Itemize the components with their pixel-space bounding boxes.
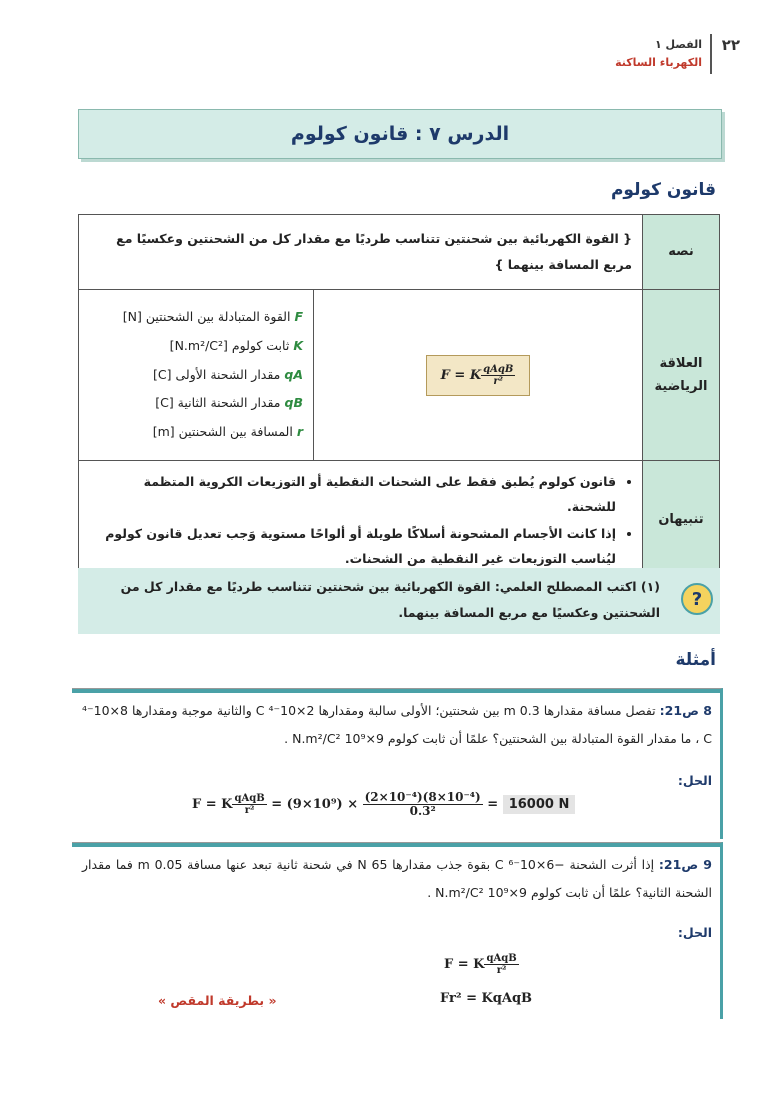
svg-text:?: ? <box>691 589 703 610</box>
example-2-text: 9 ص21: إذا أثرت الشحنة −6×10⁻⁶ C بقوة جذب مقدارها 65 N في شحنة ثانية تبعد عنها مسافة 0.05 m فما مقدار الشحنة الثانية؟ علمًا أن ثابت كولوم 9×10⁹ N.m²/C² . <box>82 857 712 900</box>
lesson-title-box <box>78 109 722 159</box>
example-1 <box>72 688 723 839</box>
example-header-bar <box>72 689 720 693</box>
variable-item: rالمسافة بين الشحنتين [m] <box>152 424 303 440</box>
notes-cell <box>79 461 643 580</box>
statement-row <box>79 215 720 290</box>
page-number: ٢٢ <box>721 36 740 54</box>
example-1-number: 8 ص21: <box>659 703 712 718</box>
formula-left: F = K <box>440 367 482 383</box>
notes-label: تنبيهان <box>643 461 720 580</box>
example-1-equation: F = K $\frac{\text{qAqB}}{\text{r²}} = (9\times 10^9)$ × $\frac{\text{(2×10⁻⁴)(8×10⁻⁴)}}{\text{0.3²}} = 16000$ N <box>192 791 575 818</box>
example-1-solution-label: الحل: <box>677 773 712 788</box>
example-2 <box>72 842 723 1019</box>
examples-heading: أمثلة <box>675 650 716 670</box>
variable-item: qAمقدار الشحنة الأولى [C] <box>153 366 303 382</box>
question-icon <box>680 582 714 616</box>
math-row <box>79 290 720 461</box>
example-2-number: 9 ص21: <box>658 857 712 872</box>
variable-item: Kثابت كولوم [N.m²/C²] <box>169 337 303 353</box>
formula-fraction <box>481 364 515 387</box>
coulomb-law-table <box>78 214 720 580</box>
statement-label: نصه <box>643 215 720 290</box>
header-divider <box>710 34 712 74</box>
example-2-solution-label: الحل: <box>677 925 712 940</box>
notes-row <box>79 461 720 580</box>
example-2-equation-2: Fr² = KqAqB <box>440 991 533 1006</box>
section-heading: قانون كولوم <box>610 180 716 200</box>
variable-item: qBمقدار الشحنة الثانية [C] <box>155 395 303 411</box>
statement-text: { القوة الكهربائية بين شحنتين تتناسب طرديًا مع مقدار كل من الشحنتين وعكسيًا مع مربع المسافة بينهما } <box>79 215 643 290</box>
variables-cell <box>79 290 314 461</box>
lesson-title: الدرس ٧ : قانون كولوم <box>290 123 510 145</box>
formula-cell <box>314 290 643 461</box>
note-item: • إذا كانت الأجسام المشحونة أسلاكًا طويلة أو ألواحًا مستوية وَجب تعديل قانون كولوم ليُناسب التوزيعات غير النقطية من الشحنات. <box>95 521 616 571</box>
note-item: • قانون كولوم يُطبق فقط على الشحنات النقطية أو التوزيعات الكروية المتظمة للشحنة. <box>95 469 616 519</box>
variable-item: Fالقوة المتبادلة بين الشحنتين [N] <box>122 309 303 325</box>
example-1-text: 8 ص21: تفصل مسافة مقدارها 0.3 m بين شحنتين؛ الأولى سالبة ومقدارها 2×10⁻⁴ C والثانية موجبة ومقدارها 8×10⁻⁴ C ، ما مقدار القوة المتبادلة بين الشحنتين؟ علمًا أن ثابت كولوم 9×10⁹ N.m²/C² . <box>82 703 712 746</box>
formula-numerator: qAqB <box>483 363 514 375</box>
method-note: « بطريقة المقص » <box>158 993 277 1008</box>
term-text: (١) اكتب المصطلح العلمي: القوة الكهربائية بين شحنتين تتناسب طرديًا مع مقدار كل من الشحنتين وعكسيًا مع مربع المسافة بينهما. <box>120 579 660 621</box>
scientific-term-box <box>78 568 720 634</box>
example-1-answer: 16000 N <box>503 795 576 814</box>
formula-denominator: r² <box>493 375 504 387</box>
chapter-title: الكهرباء الساكنة <box>615 56 702 69</box>
coulomb-formula <box>426 355 531 396</box>
example-header-bar <box>72 843 720 847</box>
example-2-equation-1: F = K $\frac{\text{qAqB}}{\text{r²}}$ <box>444 953 517 976</box>
chapter-label: الفصل ١ <box>654 38 702 51</box>
math-label: العلاقة الرياضية <box>643 290 720 461</box>
